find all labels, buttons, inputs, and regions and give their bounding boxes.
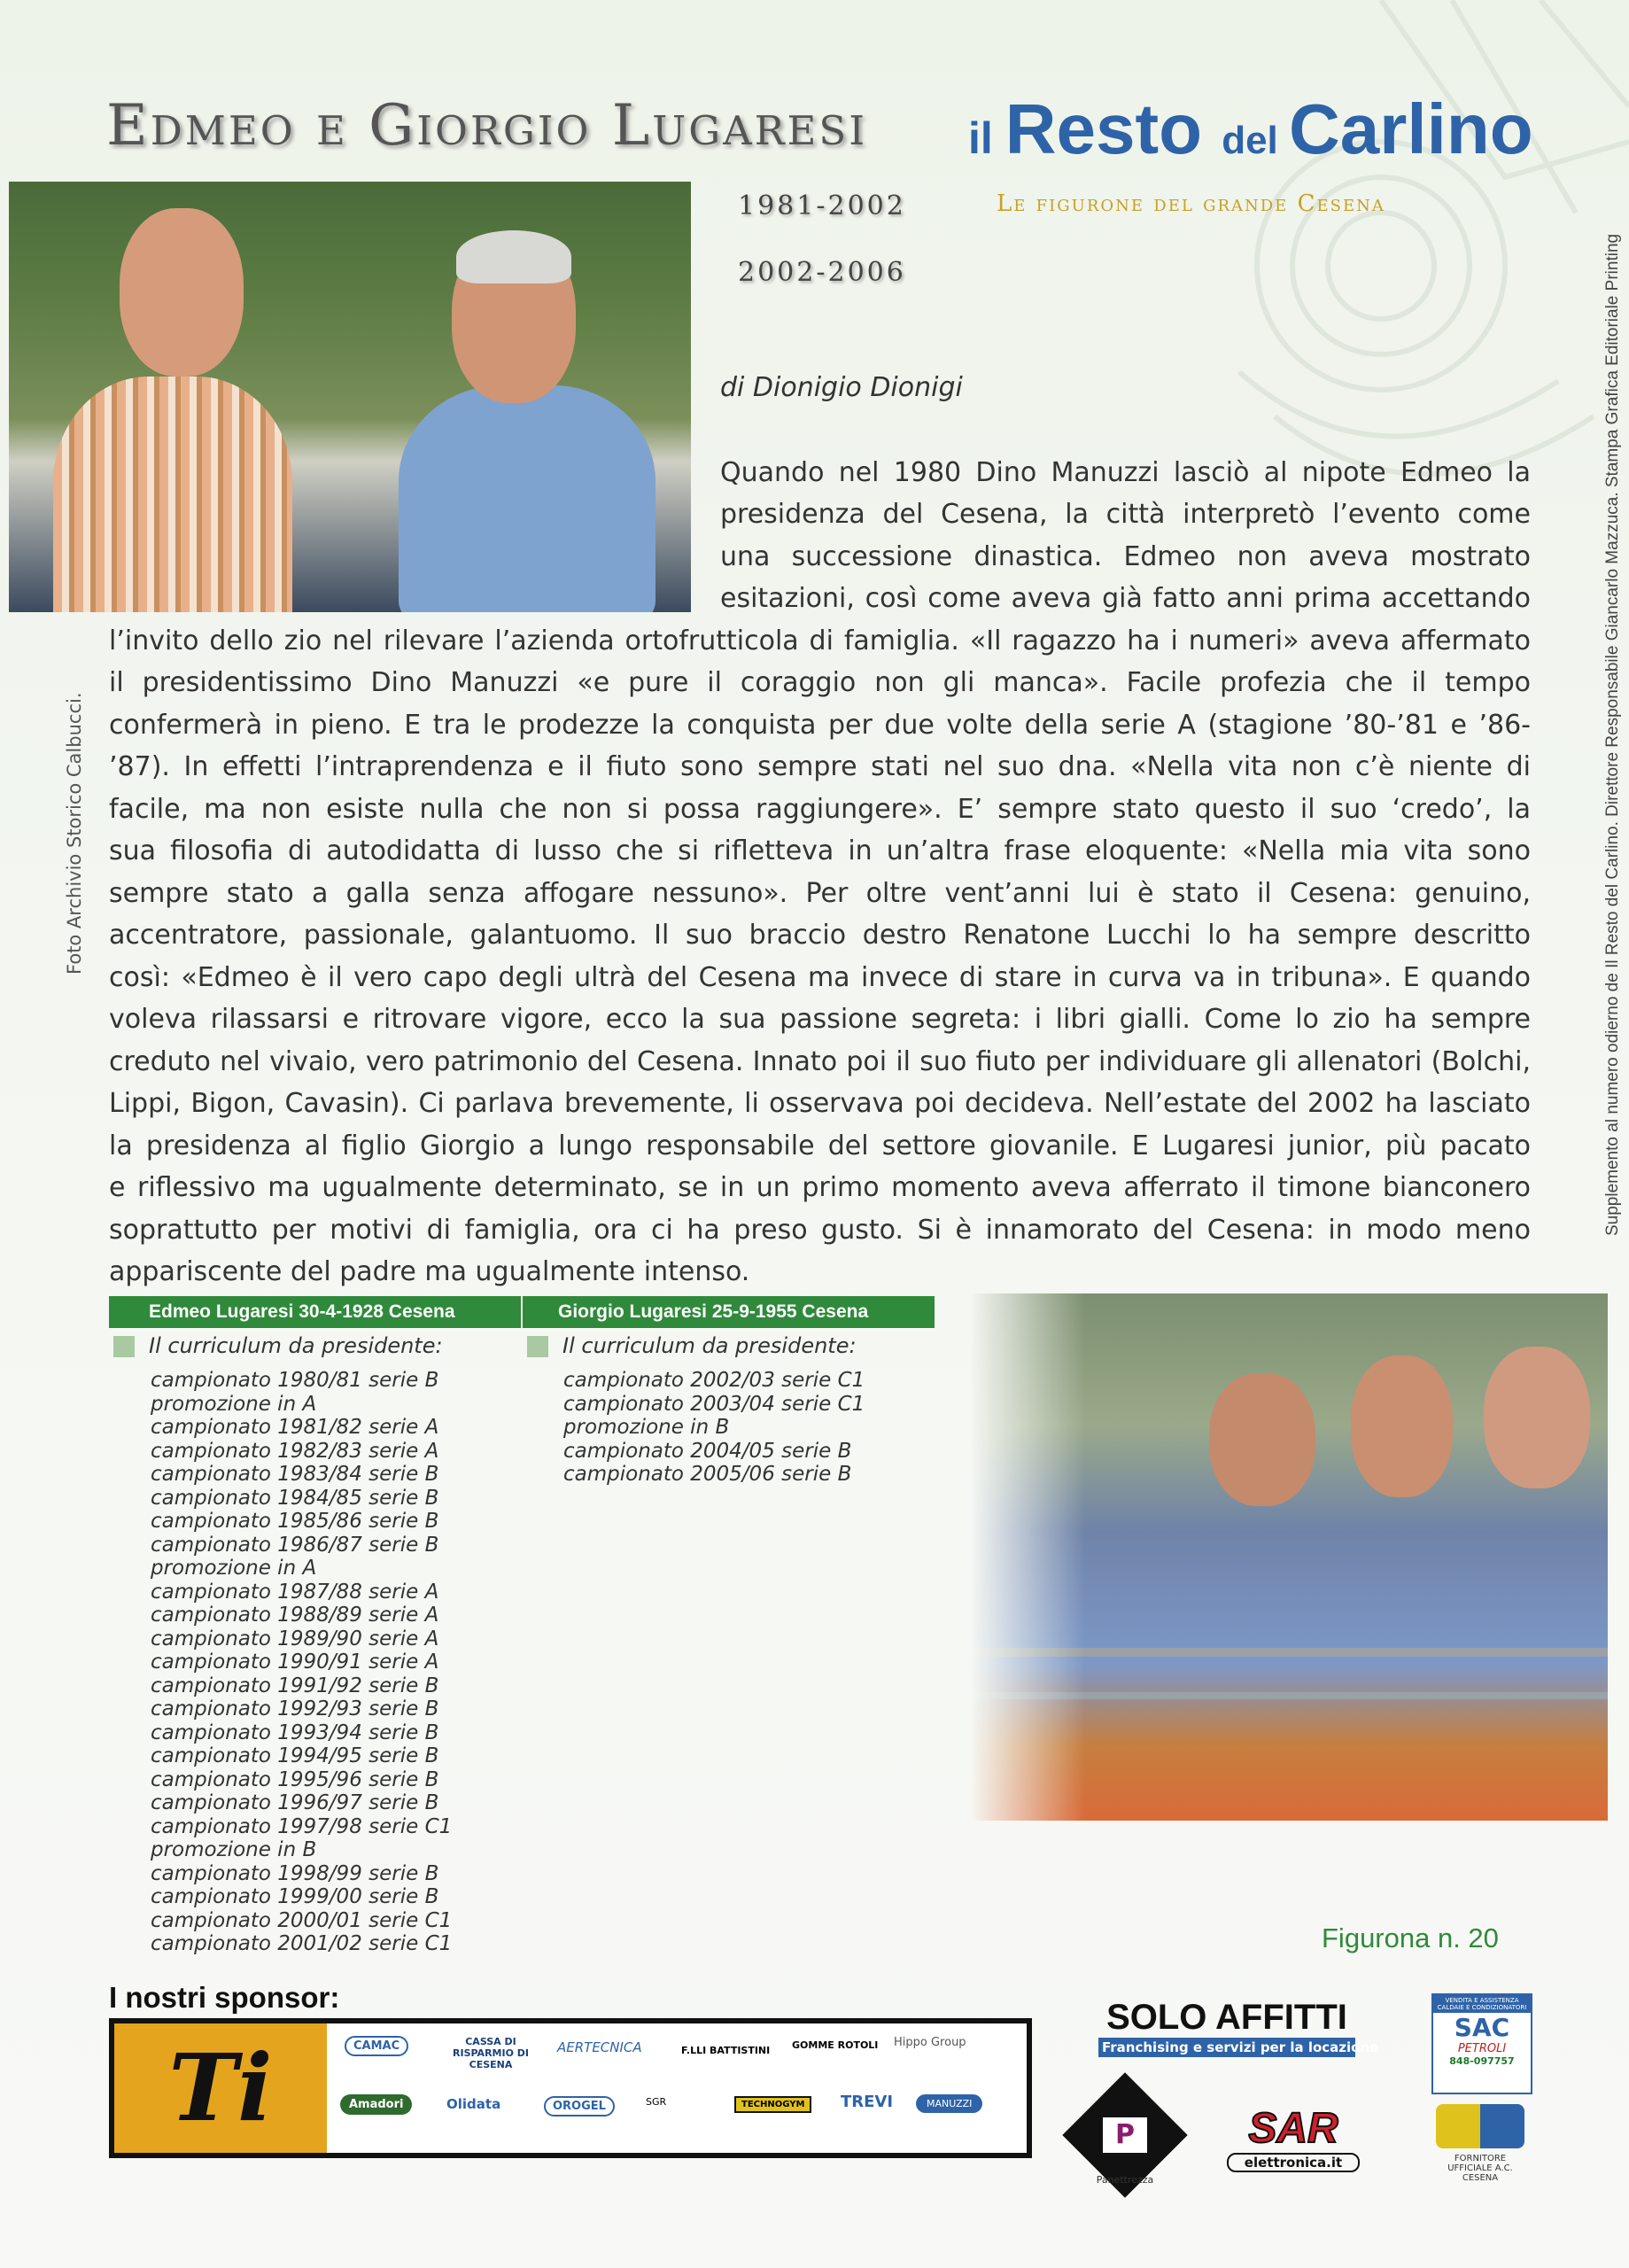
- sponsor-gomme: GOMME ROTOLI: [792, 2039, 879, 2051]
- article-line: Quando nel 1980 Dino Manuzzi lasciò al nipote Edmeo la: [720, 457, 1531, 488]
- sac-top: VENDITA E ASSISTENZA CALDAIE E CONDIZIONATORI: [1433, 1995, 1531, 2013]
- sac-sub: PETROLI: [1457, 2042, 1507, 2055]
- curriculum-item: campionato 1988/89 serie A: [151, 1604, 439, 1627]
- article-line: il presidentissimo Dino Manuzzi «e pure il coraggio non gli manca». Facile profezia che il tempo: [109, 667, 1531, 698]
- sponsor-amadori: Amadori: [340, 2094, 412, 2115]
- curriculum-item: campionato 1987/88 serie A: [151, 1580, 439, 1604]
- curriculum-item: campionato 2003/04 serie C1: [563, 1392, 865, 1416]
- article-line: sempre stato a galla senza affogare nessuno». Per oltre vent’anni lui è stato il Cesena: genuino,: [109, 878, 1531, 909]
- article-line: accentratore, passionale, galantuomo. Il suo braccio destro Renatone Lucchi lo ha sempre descritto: [109, 920, 1531, 951]
- curriculum-item: campionato 1983/84 serie B: [151, 1463, 439, 1486]
- photo-edmeo-giorgio: [9, 182, 691, 612]
- curriculum-item: campionato 1996/97 serie B: [151, 1791, 439, 1814]
- curriculum-item: campionato 1999/00 serie B: [151, 1885, 439, 1908]
- sponsor-sar: [1227, 2104, 1360, 2172]
- curriculum-label-text: Il curriculum da presidente:: [562, 1333, 857, 1358]
- sponsor-technogym: TECHNOGYM: [734, 2096, 811, 2113]
- sponsor-solo-affitti: [1098, 1998, 1379, 2057]
- sac-name: SAC: [1454, 2013, 1510, 2042]
- curriculum-item: promozione in A: [151, 1557, 317, 1580]
- article-line: l’invito dello zio nel rilevare l’azienda ortofrutticola di famiglia. «Il ragazzo ha i numeri» aveva affermato: [109, 625, 1531, 656]
- sponsor-box: [109, 2018, 1032, 2158]
- curriculum-item: campionato 1980/81 serie B: [151, 1369, 439, 1392]
- article-line: la presidenza al figlio Giorgio a lungo responsabile del settore giovanile. E Lugaresi junior, più pacato: [109, 1130, 1531, 1161]
- curriculum-item: campionato 1982/83 serie A: [151, 1439, 439, 1463]
- figure-edmeo: [53, 377, 292, 612]
- article-line: creduto nel vivaio, vero patrimonio del Cesena. Innato poi il suo fiuto per individuare gli allenatori (Bolchi,: [109, 1046, 1531, 1077]
- solo-affitti-name: SOLO AFFITTI: [1106, 1998, 1347, 2037]
- solo-affitti-tagline: Franchising e servizi per la locazione: [1098, 2038, 1355, 2057]
- photo-stadium-stands: [970, 1293, 1608, 1821]
- figure-head-2: [1351, 1355, 1453, 1497]
- sponsor-trevi: TREVI: [841, 2093, 894, 2111]
- article-line: e riflessivo ma ugualmente determinato, se in un primo momento aveva afferrato il timone bianconero: [109, 1172, 1531, 1203]
- ti-logo: Ti: [114, 2023, 327, 2153]
- sponsor-sgr: SGR: [646, 2096, 667, 2108]
- curriculum-item: campionato 1995/96 serie B: [151, 1767, 439, 1791]
- sponsor-manuzzi: MANUZZI: [916, 2094, 982, 2113]
- curriculum-item: campionato 1992/93 serie B: [151, 1697, 439, 1720]
- giorgio-curriculum-list: [563, 1369, 865, 1487]
- sportissimo-sub: FORNITORE UFFICIALE A.C. CESENA: [1447, 2154, 1513, 2183]
- sponsor-panettreria: [1072, 2082, 1178, 2188]
- article-line: confermerà in pieno. E tra le prodezze la conquista per due volte della serie A (stagione ’80-’81 e ’86-: [109, 710, 1531, 741]
- article-line: voleva rilassarsi e ritrovare vigore, ecco la sua passione segreta: i libri gialli. Come lo zio ha sempre: [109, 1004, 1531, 1035]
- curriculum-item: campionato 2000/01 serie C1: [151, 1908, 453, 1932]
- bullet-square: [527, 1336, 548, 1357]
- sponsor-sac: [1431, 1993, 1532, 2094]
- curriculum-item: campionato 1990/91 serie A: [151, 1651, 439, 1674]
- years-giorgio: 2002-2006: [738, 257, 906, 288]
- photo-credit: Foto Archivio Storico Calbucci.: [64, 692, 85, 975]
- sponsor-cassa: CASSA DI RISPARMIO DI CESENA: [453, 2036, 529, 2070]
- article-line: ’87). In effetti l’intraprendenza e il fiuto sono sempre stati nel suo dna. «Nella vita non c’è niente di: [109, 751, 1531, 782]
- giorgio-curriculum-label: [527, 1333, 857, 1358]
- article-line: soprattutto per motivi di famiglia, ora ci ha preso gusto. Si è innamorato del Cesena: in modo meno: [109, 1215, 1531, 1246]
- curriculum-item: campionato 2002/03 serie C1: [563, 1369, 865, 1392]
- bullet-square: [113, 1336, 135, 1357]
- logo-resto: Resto: [1005, 89, 1222, 168]
- newspaper-logo: [968, 89, 1533, 170]
- figure-giorgio-hair: [456, 230, 571, 284]
- article-line: una successione dinastica. Edmeo non aveva mostrato: [720, 541, 1531, 572]
- figure-giorgio: [399, 385, 655, 612]
- sponsor-title: I nostri sponsor:: [109, 1981, 340, 2014]
- publication-note: Supplemento al numero odierno de Il Resto del Carlino. Direttore Responsabile Giancarlo Mazzuca. Stampa Grafica Editoriale Printing: [1603, 233, 1622, 1236]
- logo-il: il: [968, 113, 1005, 163]
- sponsor-battistini: F.LLI BATTISTINI: [681, 2045, 771, 2056]
- stand-railing: [970, 1648, 1608, 1657]
- article-line: così: «Edmeo è il vero capo degli ultrà del Cesena ma invece di stare in curva va in tribuna». E quando: [109, 962, 1531, 993]
- edmeo-header-bar: Edmeo Lugaresi 30-4-1928 Cesena: [109, 1296, 521, 1328]
- sponsor-camac: CAMAC: [345, 2036, 408, 2056]
- series-subtitle: Le figurone del grande Cesena: [997, 190, 1385, 217]
- stand-railing: [970, 1692, 1608, 1699]
- curriculum-item: campionato 1998/99 serie B: [151, 1861, 439, 1885]
- article-line: presidenza del Cesena, la città interpretò l’evento come: [720, 499, 1531, 530]
- curriculum-label-text: Il curriculum da presidente:: [149, 1333, 443, 1358]
- article-line: appariscente del padre ma ugualmente intenso.: [109, 1256, 750, 1287]
- curriculum-item: campionato 2005/06 serie B: [563, 1463, 852, 1486]
- page-title: Edmeo e Giorgio Lugaresi: [106, 93, 867, 159]
- curriculum-item: promozione in B: [563, 1416, 730, 1439]
- figurona-number: Figurona n. 20: [1322, 1922, 1499, 1953]
- giorgio-header-bar: Giorgio Lugaresi 25-9-1955 Cesena: [523, 1296, 935, 1328]
- curriculum-item: campionato 1984/85 serie B: [151, 1486, 439, 1510]
- sponsor-sportissimo: [1431, 2104, 1529, 2188]
- panettreria-p-icon: P: [1103, 2117, 1147, 2153]
- sponsor-orogel: OROGEL: [544, 2096, 615, 2117]
- edmeo-curriculum-list: [151, 1369, 452, 1956]
- sac-phone: 848-097757: [1449, 2055, 1515, 2067]
- sponsor-aertecnica: AERTECNICA: [557, 2039, 642, 2055]
- article-line: esitazioni, così come aveva già fatto anni prima accettando: [720, 583, 1531, 614]
- curriculum-item: campionato 1989/90 serie A: [151, 1627, 439, 1651]
- sar-sub: elettronica.it: [1227, 2153, 1360, 2172]
- sportissimo-logo-icon: [1436, 2104, 1524, 2148]
- article-author: di Dionigio Dionigi: [720, 372, 963, 403]
- sar-name: SAR: [1248, 2105, 1338, 2152]
- edmeo-curriculum-label: [113, 1333, 443, 1358]
- logo-del: del: [1222, 119, 1289, 162]
- article-line: facile, ma non esiste nulla che non si possa raggiungere». E’ sempre stato questo il suo ‘credo’, la: [109, 794, 1531, 825]
- curriculum-item: promozione in A: [151, 1392, 317, 1416]
- logo-carlino: Carlino: [1288, 89, 1533, 168]
- curriculum-item: campionato 1986/87 serie B: [151, 1533, 439, 1557]
- figure-head-3: [1484, 1347, 1590, 1488]
- article-line: sua filosofia di autodidatta di lusso che si rifletteva in un’altra frase eloquente: «Nella mia vita sono: [109, 835, 1531, 866]
- curriculum-item: campionato 1994/95 serie B: [151, 1744, 439, 1767]
- curriculum-item: campionato 1993/94 serie B: [151, 1720, 439, 1744]
- figure-head-1: [1209, 1373, 1315, 1506]
- years-edmeo: 1981-2002: [738, 190, 906, 221]
- sponsor-hippo: Hippo Group: [894, 2036, 966, 2049]
- sponsor-olidata: Olidata: [446, 2096, 501, 2112]
- curriculum-item: promozione in B: [151, 1838, 317, 1861]
- curriculum-item: campionato 1991/92 serie B: [151, 1674, 439, 1697]
- figure-edmeo-head: [120, 208, 244, 377]
- curriculum-item: campionato 1985/86 serie B: [151, 1510, 439, 1533]
- article-line: Lippi, Bigon, Cavasin). Ci parlava brevemente, li osservava poi decideva. Nell’estate del 2002 ha lasciato: [109, 1088, 1531, 1119]
- panettreria-name: Panettrezza: [1096, 2174, 1154, 2186]
- curriculum-item: campionato 1981/82 serie A: [151, 1416, 439, 1439]
- curriculum-item: campionato 2004/05 serie B: [563, 1439, 852, 1463]
- curriculum-item: campionato 1997/98 serie C1: [151, 1814, 453, 1838]
- curriculum-item: campionato 2001/02 serie C1: [151, 1932, 453, 1955]
